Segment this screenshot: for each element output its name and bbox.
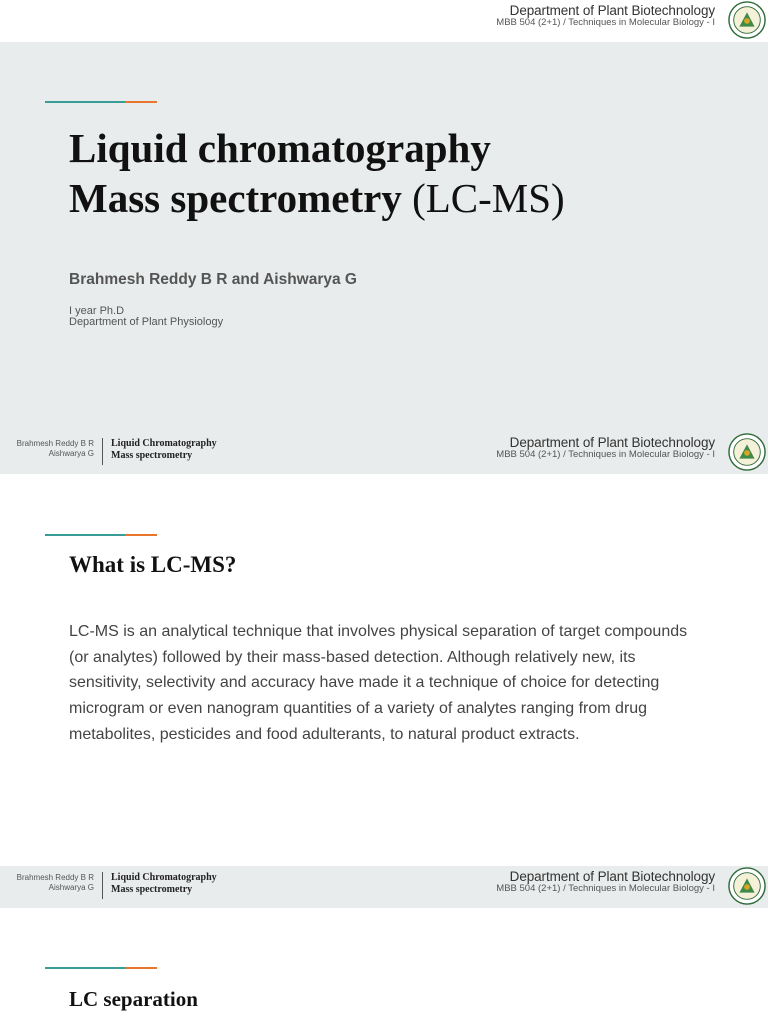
footer-divider <box>102 438 103 465</box>
slide-header <box>0 0 768 42</box>
header-text <box>496 870 715 894</box>
header-text <box>496 4 715 28</box>
slide-heading: What is LC-MS? <box>69 552 237 577</box>
university-seal-icon <box>728 867 766 905</box>
title-slide <box>0 42 768 432</box>
footer-divider <box>102 872 103 899</box>
header-text <box>496 436 715 460</box>
presenters: Brahmesh Reddy B R and Aishwarya G <box>69 271 357 288</box>
department-name: Department of Plant Biotechnology <box>509 435 715 450</box>
department-name: Department of Plant Biotechnology <box>509 869 715 884</box>
slide-footer <box>0 866 768 908</box>
footer-topic: Liquid Chromatography Mass spectrometry <box>111 438 217 461</box>
footer-topic: Liquid Chromatography Mass spectrometry <box>111 872 217 895</box>
slide-body: LC-MS is an analytical technique that involves physical separation of target compounds (or analytes) followed by their mass-based detection. Although relatively new, its sensitivity, selectivity and accuracy have made it a technique of choice for detecting microgram or even nanogram quantities of a variety of analytes ranging from drug metabolites, pesticides and food adulterants, to natural product extracts. <box>69 623 688 743</box>
accent-line <box>45 967 157 969</box>
footer-left <box>0 438 230 466</box>
slide-heading: LC separation <box>69 987 198 1011</box>
footer-left <box>0 872 230 900</box>
university-seal-icon <box>728 433 766 471</box>
department-name: Department of Plant Biotechnology <box>509 3 715 18</box>
university-seal-icon <box>728 1 766 39</box>
footer-authors: Brahmesh Reddy B R Aishwarya G <box>16 873 94 892</box>
accent-line <box>45 101 157 103</box>
course-name: MBB 504 (2+1) / Techniques in Molecular Biology - I <box>496 883 715 894</box>
course-name: MBB 504 (2+1) / Techniques in Molecular Biology - I <box>496 449 715 460</box>
course-name: MBB 504 (2+1) / Techniques in Molecular Biology - I <box>496 17 715 28</box>
slide-footer <box>0 432 768 474</box>
footer-authors: Brahmesh Reddy B R Aishwarya G <box>16 439 94 458</box>
accent-line <box>45 534 157 536</box>
affiliation: I year Ph.D Department of Plant Physiology <box>69 305 224 328</box>
slide-title: Liquid chromatography Mass spectrometry (LC-MS) <box>69 125 565 221</box>
